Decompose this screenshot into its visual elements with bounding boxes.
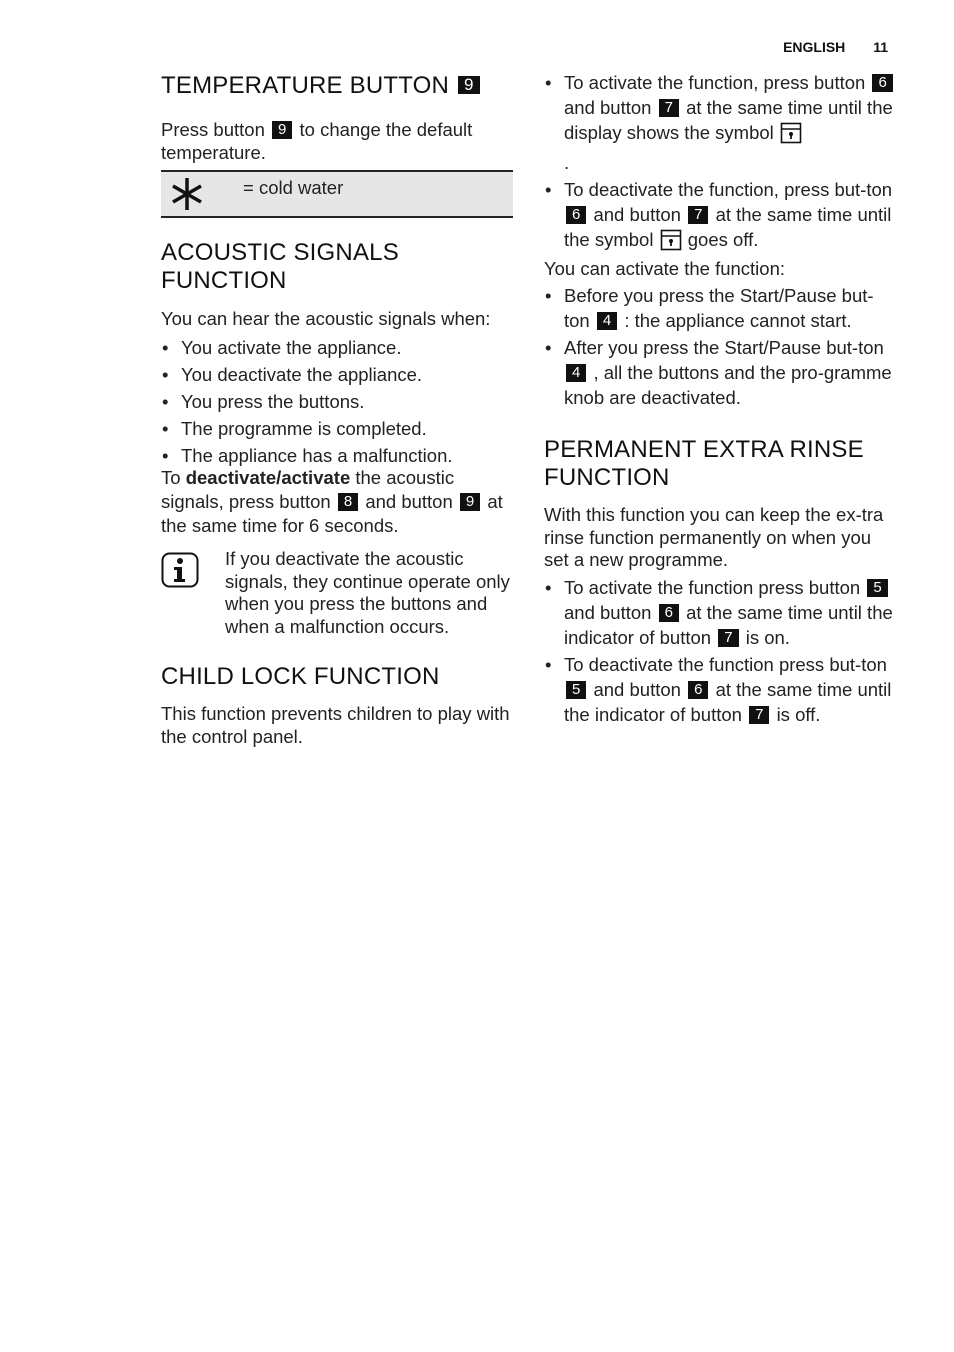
button-number-badge: 9 (272, 121, 292, 139)
list-item: • To activate the function, press button 6 and button 7 at the same time until the display shows the symbol . (544, 70, 896, 175)
list-item: • The programme is completed. (161, 416, 513, 441)
button-number-badge: 7 (749, 706, 769, 724)
childlock-activate-intro: You can activate the function: (544, 258, 786, 279)
button-number-badge: 6 (659, 604, 679, 622)
acoustic-heading: ACOUSTIC SIGNALS FUNCTION (161, 239, 399, 294)
acoustic-list (161, 335, 513, 468)
rinse-heading: PERMANENT EXTRA RINSE FUNCTION (544, 436, 864, 491)
list-item: • Before you press the Start/Pause but-ton 4 : the appliance cannot start. (544, 283, 896, 333)
list-item: • After you press the Start/Pause but-ton 4 , all the buttons and the pro-gramme knob are deactivated. (544, 335, 896, 410)
temperature-text: Press button 9 to change the default temperature. (161, 119, 473, 163)
list-item: • To deactivate the function press but-ton 5 and button 6 at the same time until the indicator of button 7 is off. (544, 652, 896, 727)
button-number-badge: 8 (338, 493, 358, 511)
cold-water-legend (161, 170, 513, 218)
temperature-heading-text: TEMPERATURE BUTTON (161, 72, 450, 99)
button-number-badge: 6 (688, 681, 708, 699)
childlock-heading: CHILD LOCK FUNCTION (161, 663, 440, 690)
button-number-badge: 4 (566, 364, 586, 382)
childlock-activate-list (544, 283, 896, 410)
button-number-badge: 6 (872, 74, 892, 92)
legend-text: = cold water (243, 177, 344, 198)
button-number-badge: 4 (597, 312, 617, 330)
info-note (161, 548, 513, 638)
childlock-list (544, 70, 896, 257)
list-item: • The appliance has a malfunction. (161, 443, 513, 468)
acoustic-intro: You can hear the acoustic signals when: (161, 308, 491, 329)
rinse-text: With this function you can keep the ex-tra rinse function permanently on when you set a new programme. (544, 504, 884, 570)
page-number: 11 (873, 39, 888, 55)
button-number-badge: 7 (688, 206, 708, 224)
button-number-badge: 6 (566, 206, 586, 224)
button-number-badge: 9 (458, 76, 480, 94)
temperature-heading (161, 72, 513, 100)
childlock-text: This function prevents children to play with the control panel. (161, 703, 510, 747)
list-item: • You press the buttons. (161, 389, 513, 414)
info-text: If you deactivate the acoustic signals, they continue operate only when you press the buttons and when a malfunction occurs. (225, 548, 510, 637)
list-item: • You deactivate the appliance. (161, 362, 513, 387)
left-column (161, 70, 513, 748)
snowflake-icon (169, 176, 205, 217)
child-lock-icon (780, 122, 802, 150)
rinse-list (544, 575, 896, 727)
acoustic-deactivate-text: To deactivate/activate the acoustic signals, press button 8 and button 9 at the same time for 6 seconds. (161, 467, 503, 536)
language-label: ENGLISH (783, 39, 846, 55)
button-number-badge: 7 (718, 629, 738, 647)
button-number-badge: 5 (566, 681, 586, 699)
list-item: • To activate the function press button 5 and button 6 at the same time until the indicator of button 7 is on. (544, 575, 896, 650)
list-item: • You activate the appliance. (161, 335, 513, 360)
child-lock-icon (660, 229, 682, 257)
right-column (544, 70, 896, 727)
button-number-badge: 9 (460, 493, 480, 511)
list-item: • To deactivate the function, press but-ton 6 and button 7 at the same time until the symbol goes off. (544, 177, 896, 257)
page-header (783, 39, 888, 55)
button-number-badge: 7 (659, 99, 679, 117)
info-icon (161, 552, 199, 593)
button-number-badge: 5 (867, 579, 887, 597)
